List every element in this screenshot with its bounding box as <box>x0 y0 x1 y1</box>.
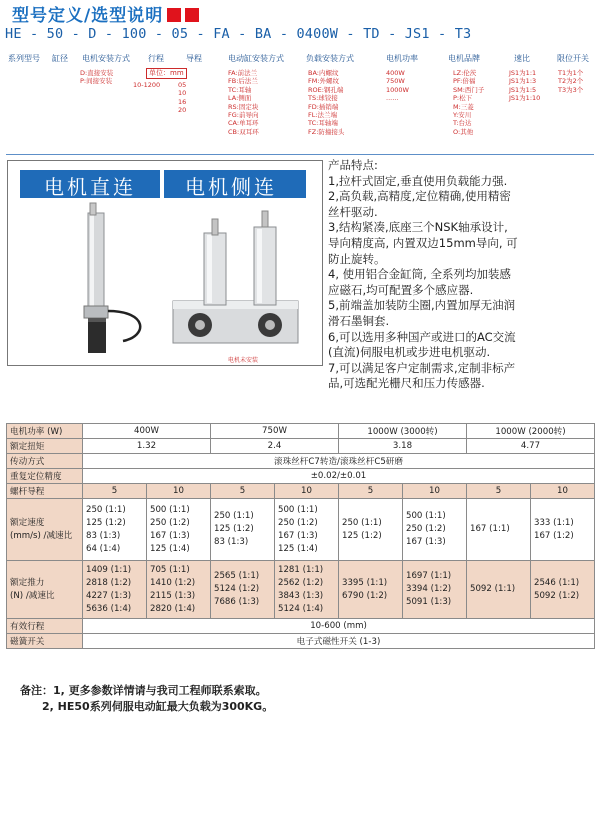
cell-lead: 10 <box>531 484 595 499</box>
field-stroke: 行程 <box>148 54 164 63</box>
field-motor-mount: 电机安装方式 <box>82 54 130 63</box>
cell-thrust: 1281 (1:1) 2562 (1:2) 3843 (1:3) 5124 (1:4) <box>275 561 339 619</box>
cell-lead: 5 <box>211 484 275 499</box>
feature-line: 5,前端盖加装防尘圈,内置加厚无油润 <box>328 298 516 313</box>
row-label-lead: 螺杆导程 <box>7 484 83 499</box>
field-load-mount: 负载安装方式 <box>306 54 354 63</box>
cell-torque: 3.18 <box>339 439 467 454</box>
page-title <box>12 1 199 26</box>
cell-power: 750W <box>211 424 339 439</box>
lead-options: 05 10 16 20 <box>178 81 187 115</box>
features-block <box>328 158 578 392</box>
row-label-stroke: 有效行程 <box>7 619 83 634</box>
cell-thrust: 5092 (1:1) <box>467 561 531 619</box>
cell-speed: 333 (1:1) 167 (1:2) <box>531 499 595 561</box>
feature-line: 滑石墨铜套. <box>328 313 390 328</box>
field-cylinder-mount: 电动缸安装方式 <box>228 54 284 63</box>
table-row <box>7 634 595 649</box>
field-lead: 导程 <box>186 54 202 63</box>
connection-banner <box>20 170 306 198</box>
field-motor-brand: 电机品牌 <box>448 54 480 63</box>
field-series: 系列型号 <box>8 54 40 63</box>
field-motor-power: 电机功率 <box>386 54 418 63</box>
motor-mount-options: D:直接安装 P:间接安装 <box>80 69 114 86</box>
row-label-drive: 传动方式 <box>7 454 83 469</box>
feature-line: (直流)伺服电机或步进电机驱动. <box>328 345 491 360</box>
feature-line: 2,高负载,高精度,定位精确,使用精密 <box>328 189 511 204</box>
cell-repeat: ±0.02/±0.01 <box>83 469 595 484</box>
feature-line: 应磁石,均可配置多个感应器. <box>328 282 474 297</box>
cell-speed: 250 (1:1) 125 (1:2) 83 (1:3) <box>211 499 275 561</box>
field-ratio: 速比 <box>514 54 530 63</box>
table-row <box>7 469 595 484</box>
features-title: 产品特点: <box>328 158 378 172</box>
feature-line: 4, 使用铝合金缸筒, 全系列均加装感 <box>328 267 511 282</box>
cylinder-mount-options: FA:前法兰 FB:后法兰 TC:耳轴 LA:侧面 RS:固定块 FG:前导向 CA:单耳环 CB:双耳环 <box>228 69 259 136</box>
red-square-icon <box>185 8 199 22</box>
load-mount-options: BA:内螺纹 FM:外螺纹 ROE:钢孔端 TS:球铰接 FD:插销端 FL:法兰端 TC:耳轴端 FZ:防撞接头 <box>308 69 345 136</box>
table-row <box>7 439 595 454</box>
cell-thrust: 2565 (1:1) 5124 (1:2) 7686 (1:3) <box>211 561 275 619</box>
red-square-icon <box>167 8 181 22</box>
ratio-options: JS1为1:1 JS1为1:3 JS1为1:5 JS1为1:10 <box>509 69 541 103</box>
field-bore: 缸径 <box>52 54 68 63</box>
page-title-text: 型号定义/选型说明 <box>12 6 164 26</box>
spec-table <box>6 423 595 649</box>
note-line: 2, HE50系列伺服电动缸最大负载为300KG。 <box>42 700 274 713</box>
notes <box>20 683 273 715</box>
cell-speed: 500 (1:1) 250 (1:2) 167 (1:3) 125 (1:4) <box>147 499 211 561</box>
table-row <box>7 619 595 634</box>
banner-direct: 电机直连 <box>44 175 136 199</box>
row-label-switch: 磁簧开关 <box>7 634 83 649</box>
table-row <box>7 484 595 499</box>
cell-thrust: 2546 (1:1) 5092 (1:2) <box>531 561 595 619</box>
cell-power: 1000W (3000转) <box>339 424 467 439</box>
banner-side: 电机侧连 <box>185 175 277 199</box>
row-label-speed: 额定速度 (mm/s) /减速比 <box>7 499 83 561</box>
cell-torque: 1.32 <box>83 439 211 454</box>
cell-power: 400W <box>83 424 211 439</box>
cell-power: 1000W (2000转) <box>467 424 595 439</box>
cell-thrust: 1409 (1:1) 2818 (1:2) 4227 (1:3) 5636 (1:4) <box>83 561 147 619</box>
table-row <box>7 499 595 561</box>
row-label-repeat: 重复定位精度 <box>7 469 83 484</box>
row-label-torque: 额定扭矩 <box>7 439 83 454</box>
cell-torque: 2.4 <box>211 439 339 454</box>
note-line: 备注：1, 更多参数详情请与我司工程师联系索取。 <box>20 684 267 697</box>
table-row <box>7 454 595 469</box>
cell-lead: 10 <box>147 484 211 499</box>
feature-line: 丝杆驱动. <box>328 204 378 219</box>
feature-line: 品,可选配光栅尺和压力传感器. <box>328 376 485 391</box>
cell-speed: 167 (1:1) <box>467 499 531 561</box>
direct-mount-actuator <box>84 203 140 353</box>
stroke-range: 10-1200 <box>133 81 161 89</box>
cell-speed: 500 (1:1) 250 (1:2) 167 (1:3) <box>403 499 467 561</box>
photo-note: 电机未安装 <box>228 357 259 364</box>
feature-line: 6,可以选用多种国产或进口的AC交流 <box>328 329 516 344</box>
cell-stroke: 10-600 (mm) <box>83 619 595 634</box>
row-label-thrust: 额定推力 (N) /减速比 <box>7 561 83 619</box>
feature-line: 防止旋转。 <box>328 251 386 266</box>
table-row <box>7 561 595 619</box>
feature-line: 导向精度高, 内置双边15mm导向, 可 <box>328 235 518 250</box>
cell-lead: 5 <box>339 484 403 499</box>
feature-line: 7,可以满足客户定制需求,定制非标产 <box>328 360 516 375</box>
stroke-unit: 单位：mm <box>146 68 187 79</box>
cell-thrust: 705 (1:1) 1410 (1:2) 2115 (1:3) 2820 (1:4) <box>147 561 211 619</box>
row-label-power: 电机功率 (W) <box>7 424 83 439</box>
side-mount-actuators <box>173 211 298 343</box>
motor-power-options: 400W 750W 1000W ...... <box>386 69 409 103</box>
cell-lead: 5 <box>83 484 147 499</box>
cell-lead: 10 <box>403 484 467 499</box>
cell-speed: 250 (1:1) 125 (1:2) <box>339 499 403 561</box>
cell-speed: 250 (1:1) 125 (1:2) 83 (1:3) 64 (1:4) <box>83 499 147 561</box>
limit-options: T1为1个 T2为2个 T3为3个 <box>558 69 584 94</box>
cell-lead: 5 <box>467 484 531 499</box>
field-limit: 限位开关 <box>557 54 589 63</box>
motor-brand-options: LZ:伦茨 PF:倍福 SM:西门子 P:松下 M:三菱 Y:安川 T:台达 O:其他 <box>453 69 485 136</box>
cell-drive: 滚珠丝杆C7转造/滚珠丝杆C5研磨 <box>83 454 595 469</box>
feature-line: 1,拉杆式固定,垂直使用负载能力强. <box>328 173 508 188</box>
cell-thrust: 3395 (1:1) 6790 (1:2) <box>339 561 403 619</box>
cell-lead: 10 <box>275 484 339 499</box>
cell-torque: 4.77 <box>467 439 595 454</box>
cell-switch: 电子式磁性开关 (1-3) <box>83 634 595 649</box>
model-code: HE - 50 - D - 100 - 05 - FA - BA - 0400W - TD - JS1 - T3 <box>5 26 472 42</box>
banner-divider <box>160 170 164 198</box>
feature-line: 3,结构紧凑,底座三个NSK轴承设计, <box>328 220 508 235</box>
table-row <box>7 424 595 439</box>
cell-speed: 500 (1:1) 250 (1:2) 167 (1:3) 125 (1:4) <box>275 499 339 561</box>
cell-thrust: 1697 (1:1) 3394 (1:2) 5091 (1:3) <box>403 561 467 619</box>
divider <box>6 154 594 155</box>
